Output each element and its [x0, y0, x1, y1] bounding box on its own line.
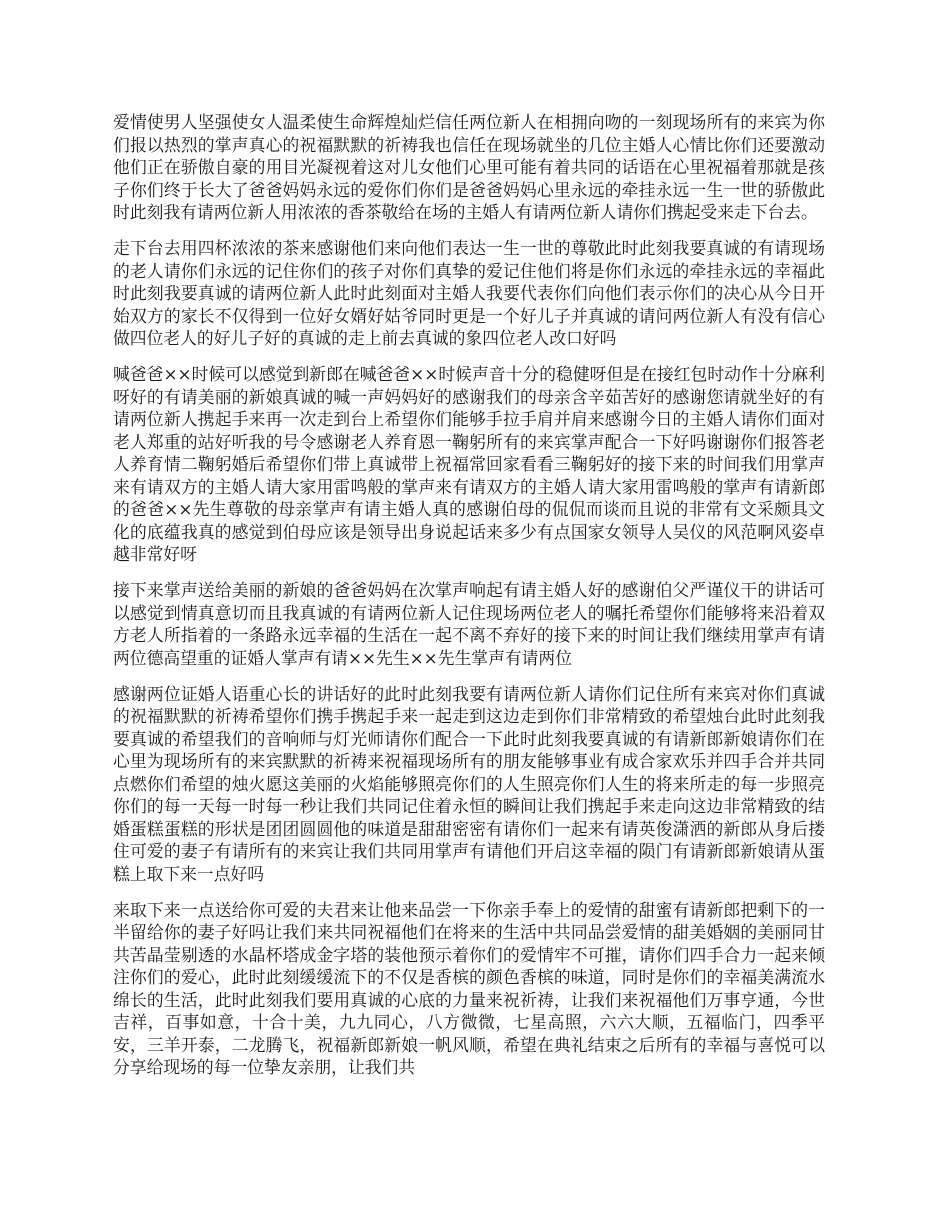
- paragraph-2: 走下台去用四杯浓浓的茶来感谢他们来向他们表达一生一世的尊敬此时此刻我要真诚的有请现场的老人请你们永远的记住你们的孩子对你们真挚的爱记住他们将是你们永远的牵挂永远的幸福此时此刻我要真诚的请两位新人此时此刻面对主婚人我要代表你们向他们表示你们的决心从今日开始双方的家长不仅得到一位好女婿好姑爷同时更是一个好儿子并真诚的请问两位新人有没有信心做四位老人的好儿子好的真诚的走上前去真诚的象四位老人改口好吗: [113, 238, 825, 348]
- paragraph-1: 爱情使男人坚强使女人温柔使生命辉煌灿烂信任两位新人在相拥向吻的一刻现场所有的来宾为你们报以热烈的掌声真心的祝福默默的祈祷我也信任在现场就坐的几位主婚人心情比你们还要激动他们正在骄傲自豪的用目光凝视着这对儿女他们心里可能有着共同的话语在心里祝福着那就是孩子你们终于长大了爸爸妈妈永远的爱你们你们是爸爸妈妈心里永远的牵挂永远一生一世的骄傲此时此刻我有请两位新人用浓浓的香茶敬给在场的主婚人有请两位新人请你们携起受来走下台去。: [113, 112, 825, 222]
- paragraph-5: 感谢两位证婚人语重心长的讲话好的此时此刻我要有请两位新人请你们记住所有来宾对你们真诚的祝福默默的祈祷希望你们携手携起手来一起走到这边走到你们非常精致的希望烛台此时此刻我要真诚的希望我们的音响师与灯光师请你们配合一下此时此刻我要真诚的有请新郎新娘请你们在心里为现场所有的来宾默默的祈祷来祝福现场所有的朋友能够事业有成合家欢乐并四手合并共同点燃你们希望的烛火愿这美丽的火焰能够照亮你们的人生照亮你们人生的将来所走的每一步照亮你们的每一天每一时每一秒让我们共同记住着永恒的瞬间让我们携起手来走向这边非常精致的结婚蛋糕蛋糕的形状是团团圆圆他的味道是甜甜密密有请你们一起来有请英俊潇洒的新郎从身后搂住可爱的妻子有请所有的来宾让我们共同用掌声有请他们开启这幸福的陨门有请新郎新娘请从蛋糕上取下来一点好吗: [113, 683, 825, 884]
- paragraph-3: 喊爸爸××时候可以感觉到新郎在喊爸爸××时候声音十分的稳健呀但是在接红包时动作十分麻利呀好的有请美丽的新娘真诚的喊一声妈妈好的感谢我们的母亲含辛茹苦好的感谢您请就坐好的有请两位新人携起手来再一次走到台上希望你们能够手拉手肩并肩来感谢今日的主婚人请你们面对老人郑重的站好听我的号令感谢老人养育恩一鞠躬所有的来宾掌声配合一下好吗谢谢你们报答老人养育情二鞠躬婚后希望你们带上真诚带上祝福常回家看看三鞠躬好的接下来的时间我们用掌声来有请双方的主婚人请大家用雷鸣般的掌声来有请双方的主婚人请大家用雷鸣般的掌声有请新郎的爸爸××先生尊敬的母亲掌声有请主婚人真的感谢伯母的侃侃而谈而且说的非常有文采颇具文化的底蕴我真的感觉到伯母应该是领导出身说起话来多少有点国家女领导人吴仪的风范啊风姿卓越非常好呀: [113, 364, 825, 564]
- paragraph-6: 来取下来一点送给你可爱的夫君来让他来品尝一下你亲手奉上的爱情的甜蜜有请新郎把剩下的一半留给你的妻子好吗让我们来共同祝福他们在将来的生活中共同品尝爱情的甜美婚姻的美丽同甘共苦晶莹剔透的水晶杯塔成金字塔的装他预示着你们的爱情牢不可摧，请你们四手合力一起来倾注你们的爱心，此时此刻缓缓流下的不仅是香槟的颜色香槟的味道，同时是你们的幸福美满流水绵长的生活，此时此刻我们要用真诚的心底的力量来祝祈祷，让我们来祝福他们万事亨通，今世吉祥，百事如意，十合十美，九九同心，八方微微，七星高照，六六大顺，五福临门，四季平安，三羊开泰，二龙腾飞，祝福新郎新娘一帆风顺，希望在典礼结束之后所有的幸福与喜悦可以分享给现场的每一位挚友亲朋，让我们共: [113, 899, 825, 1077]
- document-body: [113, 111, 825, 1092]
- paragraph-4: 接下来掌声送给美丽的新娘的爸爸妈妈在次掌声响起有请主婚人好的感谢伯父严谨仪干的讲话可以感觉到情真意切而且我真诚的有请两位新人记住现场两位老人的嘱托希望你们能够将来沿着双方老人所指着的一条路永远幸福的生活在一起不离不弃好的接下来的时间让我们继续用掌声有请两位德高望重的证婚人掌声有请××先生××先生掌声有请两位: [113, 580, 825, 668]
